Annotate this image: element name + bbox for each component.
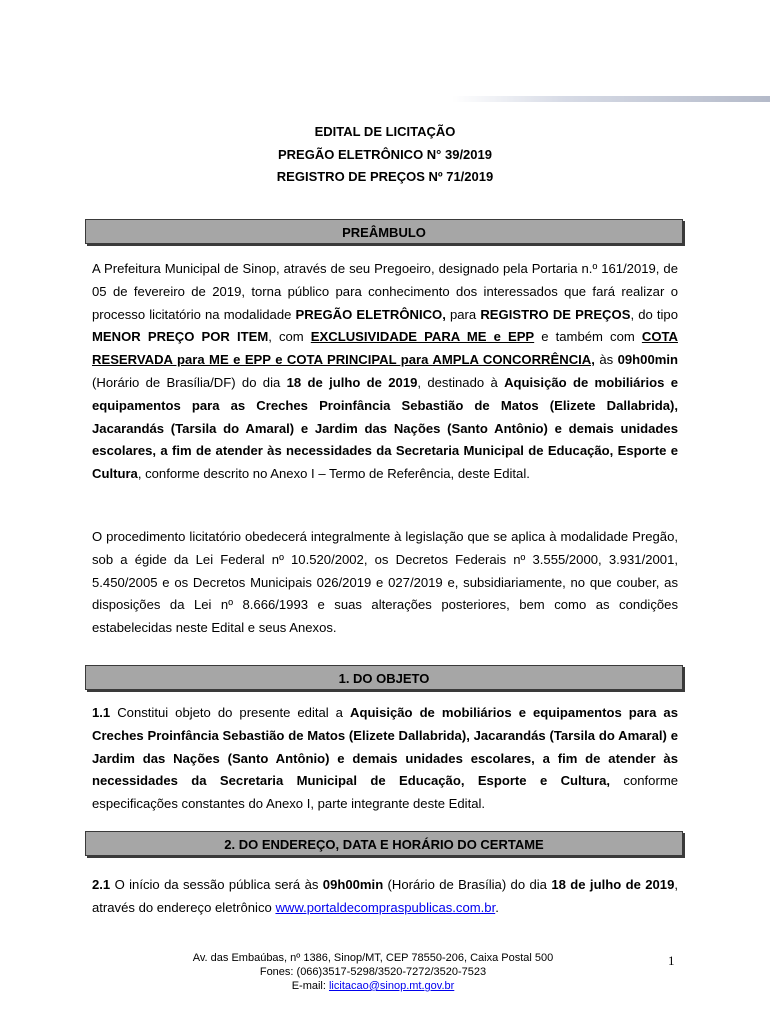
section-heading-endereco: 2. DO ENDEREÇO, DATA E HORÁRIO DO CERTAME	[85, 831, 683, 856]
text-run: O início da sessão pública será às	[110, 877, 323, 892]
footer-phones: Fones: (066)3517-5298/3520-7272/3520-7523	[259, 966, 487, 978]
text-run: Constitui objeto do presente edital a	[110, 705, 350, 720]
footer-address: Av. das Embaúbas, nº 1386, Sinop/MT, CEP 78550-206, Caixa Postal 500	[192, 952, 554, 964]
text-run: para	[445, 306, 481, 322]
text-run: , destinado à	[417, 374, 505, 390]
section-heading-preambulo: PREÂMBULO	[85, 219, 683, 244]
clause-number: 2.1	[92, 877, 111, 892]
title-edital: EDITAL DE LICITAÇÃO	[314, 124, 456, 139]
page-number: 1	[668, 953, 675, 968]
section-heading-objeto: 1. DO OBJETO	[85, 665, 683, 690]
bold-run: Aquisição de mobiliários e equipamentos para as Creches Proinfância Sebastião de Matos (Elizete Dallabrida), Jacarandás (Tarsila do Amaral) e Jardim das Nações (Santo Antônio) e demais unidades escolares, a fim de atender às necessidades da Secretaria Municipal de Educação, Esporte e Cultura	[92, 374, 678, 482]
header-decorative-rule	[452, 96, 770, 102]
bold-run: 18 de julho de 2019	[286, 374, 418, 390]
text-run: , conforme descrito no Anexo I – Termo de Referência, deste Edital.	[137, 466, 530, 482]
text-run: , do tipo	[630, 306, 678, 322]
underlined-run: COTA RESERVADA para ME e EPP e COTA PRINCIPAL para AMPLA CONCORRÊNCIA,	[92, 329, 678, 368]
text-run: , com	[268, 329, 311, 345]
preambulo-paragraph-1	[92, 258, 678, 486]
email-label: E-mail:	[291, 980, 329, 992]
page-footer	[100, 951, 646, 993]
bold-run: REGISTRO DE PREÇOS	[480, 306, 631, 322]
text-run: (Horário de Brasília) do dia	[383, 877, 552, 892]
text-run: e também com	[534, 329, 642, 345]
text-run: A Prefeitura Municipal de Sinop, através de seu Pregoeiro, designado pela Portaria n.º 161/2019, de 05 de fevereiro de 2019, torna público para conhecimento dos interessados que fará realizar o processo licitatório na modalidade	[92, 261, 678, 322]
clause-number: 1.1	[92, 705, 111, 720]
text-run: , através do endereço eletrônico	[92, 877, 678, 915]
endereco-paragraph	[92, 874, 678, 920]
bold-run: 18 de julho de 2019	[551, 877, 675, 892]
bold-run: 09h00min	[322, 877, 384, 892]
portal-compras-link[interactable]: www.portaldecompraspublicas.com.br	[275, 899, 496, 915]
preambulo-paragraph-2: O procedimento licitatório obedecerá integralmente à legislação que se aplica à modalidade Pregão, sob a égide da Lei Federal nº 10.520/2002, os Decretos Federais nº 3.555/2000, 3.931/2001, 5.450/2005 e os Decretos Municipais 026/2019 e 027/2019 e, subsidiariamente, no que couber, as disposições da Lei nº 8.666/1993 e suas alterações posteriores, bem como as condições estabelecidas neste Edital e seus Anexos.	[92, 529, 678, 636]
bold-run: Aquisição de mobiliários e equipamentos para as Creches Proinfância Sebastião de Matos (Elizete Dallabrida), Jacarandás (Tarsila do Amaral) e Jardim das Nações (Santo Antônio) e demais unidades escolares, a fim de atender às necessidades da Secretaria Municipal de Educação, Esporte e Cultura,	[92, 705, 678, 789]
text-run: .	[495, 899, 499, 915]
text-run: às	[594, 352, 618, 368]
objeto-paragraph	[92, 702, 678, 816]
bold-run: 09h00min	[617, 352, 679, 368]
underlined-run: EXCLUSIVIDADE PARA ME e EPP	[310, 329, 535, 345]
footer-email-line	[100, 979, 646, 993]
text-run: (Horário de Brasília/DF) do dia	[92, 374, 287, 390]
title-pregao: PREGÃO ELETRÔNICO N° 39/2019	[278, 146, 492, 162]
footer-email-link[interactable]: licitacao@sinop.mt.gov.br	[328, 980, 455, 992]
text-run: conforme especificações constantes do Anexo I, parte integrante deste Edital.	[92, 773, 679, 812]
title-registro: REGISTRO DE PREÇOS Nº 71/2019	[276, 169, 494, 184]
bold-run: MENOR PREÇO POR ITEM	[92, 329, 269, 345]
bold-run: PREGÃO ELETRÔNICO,	[295, 306, 446, 322]
document-title	[0, 121, 770, 189]
